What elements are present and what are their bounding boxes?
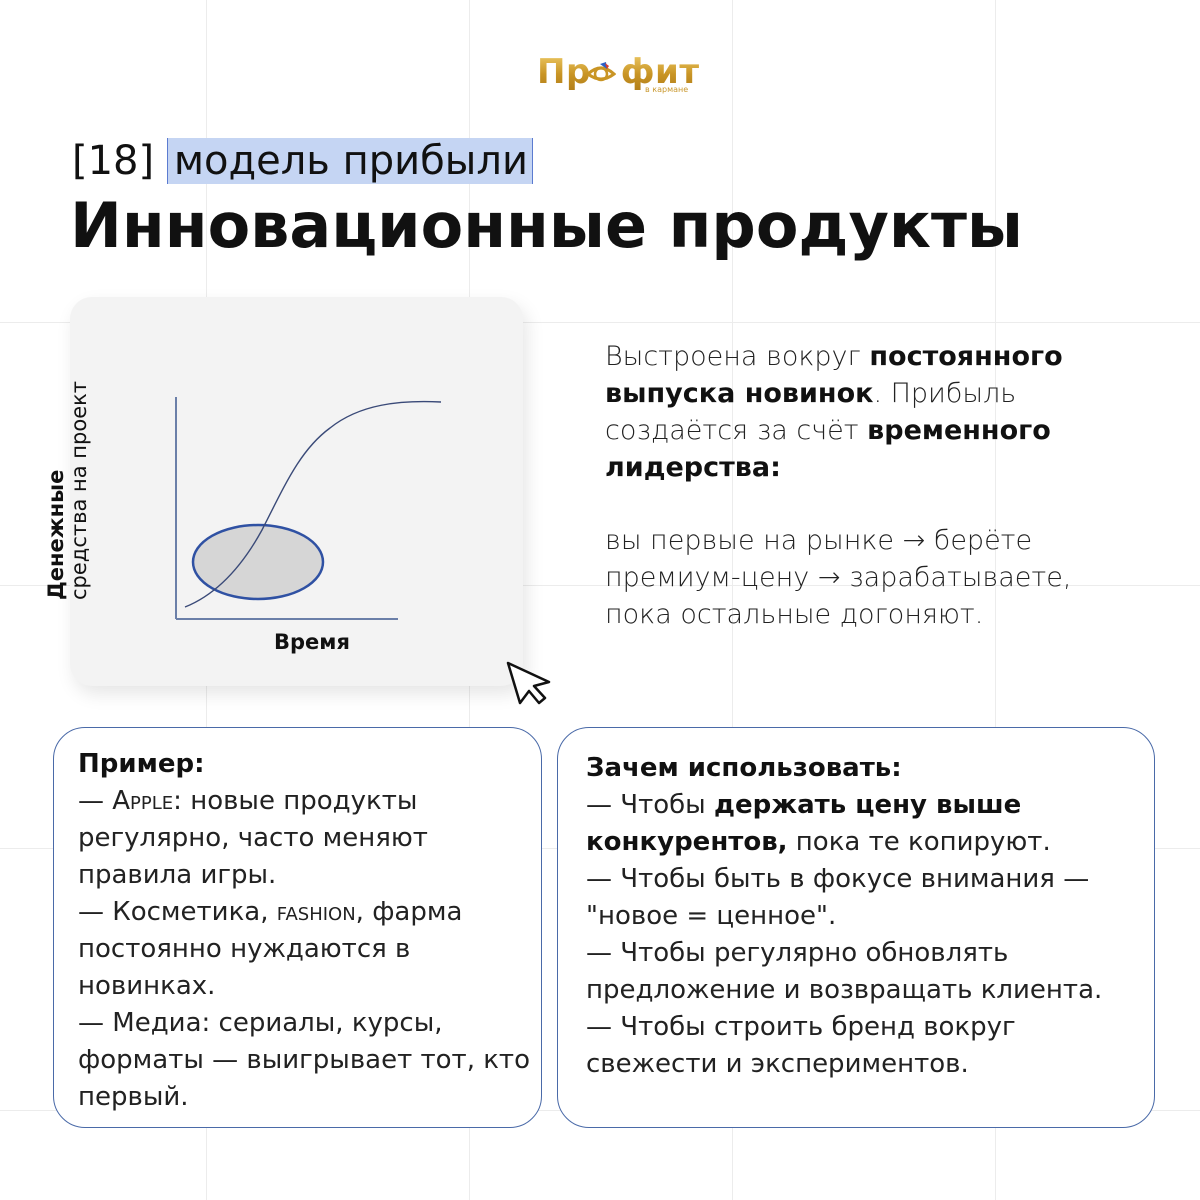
example-item: — Apple: новые продукты регулярно, часто меняют правила игры. [78, 786, 428, 890]
logo-wordmark: Пр фит [537, 52, 700, 92]
logo-tagline: в кармане [645, 85, 689, 94]
x-axis-label: Время [274, 630, 350, 654]
why-use-box [557, 727, 1155, 1128]
intro-text [605, 338, 1125, 633]
why-item: — Чтобы держать цену выше конкурентов, пока те копируют. [586, 790, 1051, 857]
example-box [53, 727, 542, 1128]
y-axis-label: Денежные средства на проект [44, 380, 91, 600]
example-heading: Пример: [78, 749, 205, 779]
intro-flow: вы первые на рынке → берёте премиум-цену → зарабатываете, пока остальные догоняют. [605, 525, 1072, 630]
page-title: Инновационные продукты [70, 189, 1023, 262]
example-item: — Медиа: сериалы, курсы, форматы — выигрывает тот, кто первый. [78, 1008, 530, 1112]
example-item: — Косметика, fashion, фарма постоянно нуждаются в новинках. [78, 897, 463, 1001]
why-heading: Зачем использовать: [586, 753, 902, 783]
mouse-cursor-icon [505, 660, 553, 708]
why-item: — Чтобы строить бренд вокруг свежести и экспериментов. [586, 1012, 1016, 1079]
section-number: [18] [72, 138, 155, 184]
why-item: — Чтобы регулярно обновлять предложение и возвращать клиента. [586, 938, 1103, 1005]
intro-paragraph: Выстроена вокруг постоянного выпуска новинок. Прибыль создаётся за счёт временного лидерства: [605, 341, 1063, 483]
category-highlight[interactable]: модель прибыли [167, 138, 533, 184]
why-item: — Чтобы быть в фокусе внимания — "новое = ценное". [586, 864, 1090, 931]
